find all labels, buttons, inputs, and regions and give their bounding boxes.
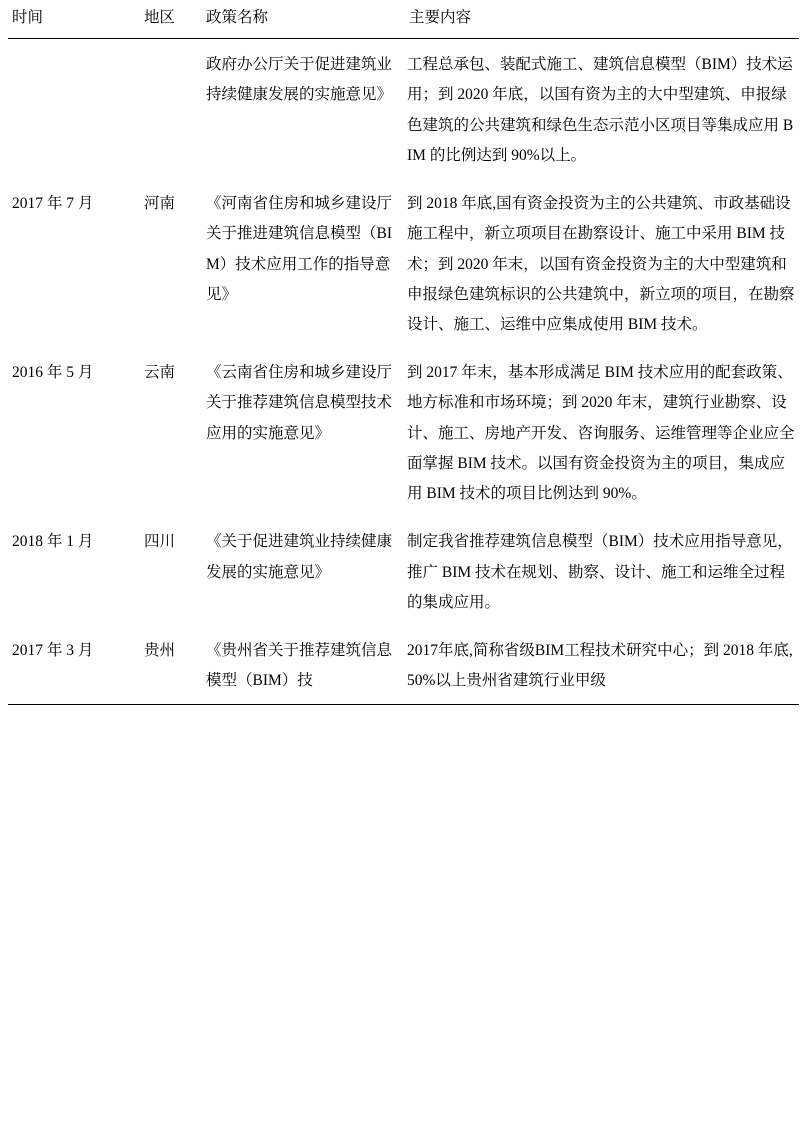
table-body [8, 39, 799, 705]
cell-region [140, 39, 202, 180]
cell-time: 2018 年 1 月 [12, 533, 94, 551]
cell-main-content: 工程总承包、装配式施工、建筑信息模型（BIM）技术运用；到 2020 年底，以国有资为主的大中型建筑、申报绿色建筑的公共建筑和绿色生态示范小区项目等集成应用 BIM 的比例达到 90%以上。 [407, 56, 794, 164]
table-header-row [8, 0, 799, 39]
cell-main-content: 到 2018 年底,国有资金投资为主的公共建筑、市政基础设施工程中，新立项项目在勘察设计、施工中采用 BIM 技术；到 2020 年末，以国有资金投资为主的大中型建筑和申报绿色建筑标识的公共建筑中，新立项的项目，在勘察设计、施工、运维中应集成使用 BIM 技术。 [407, 195, 795, 333]
column-header-time: 时间 [8, 0, 140, 39]
cell-main-content: 到 2017 年末，基本形成满足 BIM 技术应用的配套政策、地方标准和市场环境；到 2020 年末，建筑行业勘察、设计、施工、房地产开发、咨询服务、运维管理等企业应全面掌握 BIM 技术。以国有资金投资为主的项目，集成应用 BIM 技术的项目比例达到 90%。 [407, 364, 795, 503]
cell-policy-name: 《云南省住房和城乡建设厅关于推荐建筑信息模型技术应用的实施意见》 [206, 364, 393, 442]
cell-time: 2017 年 3 月 [8, 627, 140, 705]
table-row [8, 518, 799, 627]
table-row [8, 180, 799, 349]
cell-time: 2016 年 5 月 [12, 364, 94, 382]
cell-time [8, 39, 140, 180]
table-row [8, 627, 799, 705]
cell-region: 四川 [144, 533, 176, 551]
cell-policy-name: 《河南省住房和城乡建设厅关于推进建筑信息模型（BIM）技术应用工作的指导意见》 [206, 195, 393, 303]
cell-time: 2017 年 7 月 [12, 195, 94, 213]
cell-region: 河南 [144, 195, 176, 213]
table-row [8, 349, 799, 518]
cell-main-content: 2017年底,简称省级BIM工程技术研究中心；到 2018 年底, 50%以上贵州省建筑行业甲级 [405, 627, 799, 705]
policy-table [8, 0, 799, 705]
cell-region: 贵州 [140, 627, 202, 705]
cell-policy-name: 《关于促进建筑业持续健康发展的实施意见》 [206, 533, 393, 581]
column-header-policy-name: 政策名称 [202, 0, 405, 39]
column-header-region: 地区 [140, 0, 202, 39]
cell-policy-name: 《贵州省关于推荐建筑信息模型（BIM）技 [202, 627, 405, 705]
cell-main-content: 制定我省推荐建筑信息模型（BIM）技术应用指导意见，推广 BIM 技术在规划、勘察、设计、施工和运维全过程的集成应用。 [407, 533, 793, 611]
table-row [8, 39, 799, 180]
cell-region: 云南 [144, 364, 176, 382]
table-header [8, 0, 799, 39]
column-header-main-content: 主要内容 [405, 0, 799, 39]
cell-policy-name: 政府办公厅关于促进建筑业持续健康发展的实施意见》 [206, 56, 393, 104]
